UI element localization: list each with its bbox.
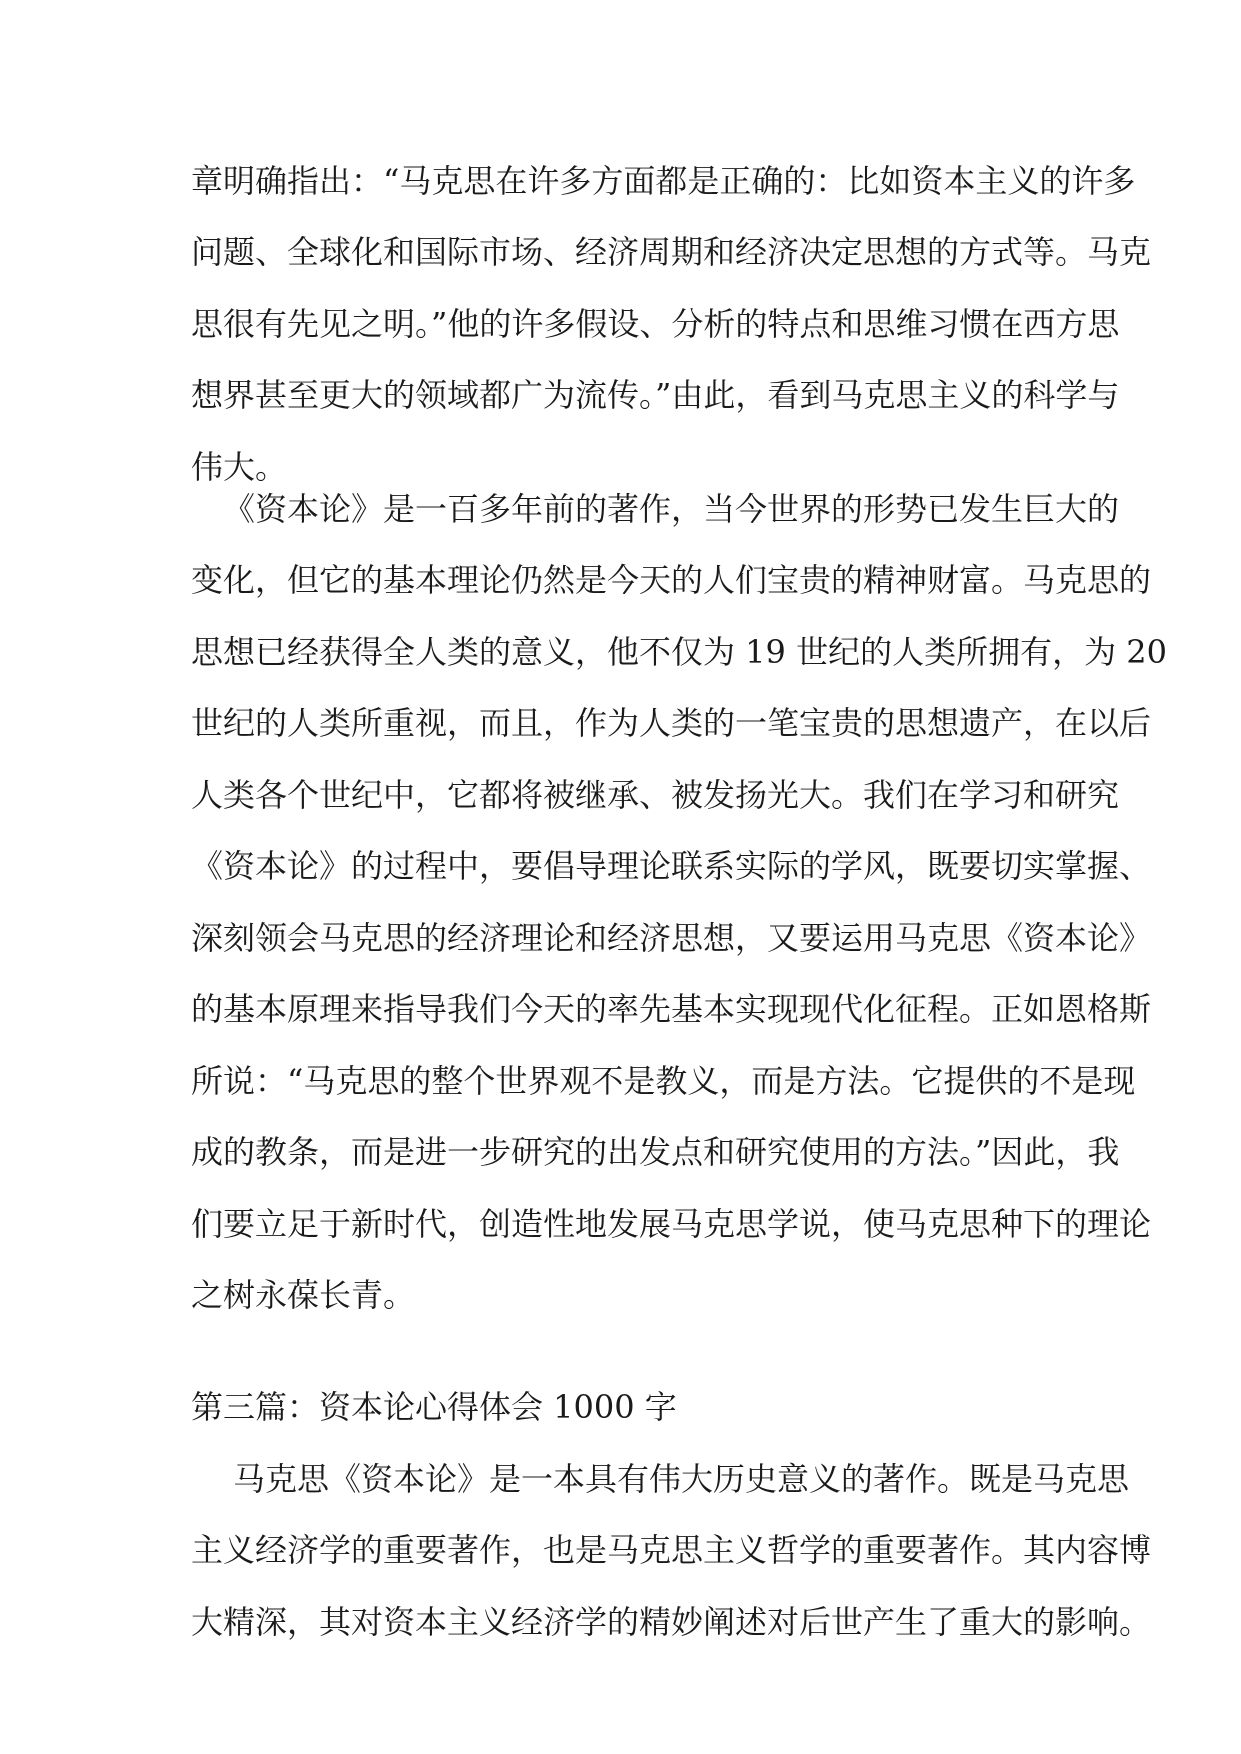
paragraph-line: 所说：“马克思的整个世界观不是教义，而是方法。它提供的不是现 (191, 1062, 1136, 1100)
section-heading: 第三篇：资本论心得体会 1000 字 (191, 1388, 677, 1426)
paragraph-line: 思很有先见之明。”他的许多假设、分析的特点和思维习惯在西方思 (191, 305, 1120, 343)
paragraph-line: 人类各个世纪中，它都将被继承、被发扬光大。我们在学习和研究 (191, 776, 1120, 814)
paragraph-line: 变化，但它的基本理论仍然是今天的人们宝贵的精神财富。马克思的 (191, 561, 1152, 599)
paragraph-line: 成的教条，而是进一步研究的出发点和研究使用的方法。”因此，我 (191, 1133, 1120, 1171)
paragraph-line: 马克思《资本论》是一本具有伟大历史意义的著作。既是马克思 (233, 1460, 1130, 1498)
paragraph-line: 章明确指出：“马克思在许多方面都是正确的：比如资本主义的许多 (191, 162, 1136, 200)
paragraph-line: 深刻领会马克思的经济理论和经济思想，又要运用马克思《资本论》 (191, 919, 1152, 957)
paragraph-line: 世纪的人类所重视，而且，作为人类的一笔宝贵的思想遗产，在以后 (191, 704, 1152, 742)
paragraph-line: 之树永葆长青。 (191, 1276, 416, 1314)
paragraph-line: 伟大。 (191, 448, 288, 486)
paragraph-line: 思想已经获得全人类的意义，他不仅为 19 世纪的人类所拥有，为 20 (191, 633, 1167, 671)
paragraph-line: 们要立足于新时代，创造性地发展马克思学说，使马克思种下的理论 (191, 1205, 1152, 1243)
paragraph-line: 《资本论》的过程中，要倡导理论联系实际的学风，既要切实掌握、 (191, 847, 1152, 885)
paragraph-line: 的基本原理来指导我们今天的率先基本实现现代化征程。正如恩格斯 (191, 990, 1152, 1028)
paragraph-line: 主义经济学的重要著作，也是马克思主义哲学的重要著作。其内容博 (191, 1531, 1152, 1569)
paragraph-line: 想界甚至更大的领域都广为流传。”由此，看到马克思主义的科学与 (191, 376, 1120, 414)
paragraph-line: 《资本论》是一百多年前的著作，当今世界的形势已发生巨大的 (223, 490, 1120, 528)
paragraph-line: 大精深，其对资本主义经济学的精妙阐述对后世产生了重大的影响。 (191, 1603, 1152, 1641)
paragraph-line: 问题、全球化和国际市场、经济周期和经济决定思想的方式等。马克 (191, 233, 1152, 271)
